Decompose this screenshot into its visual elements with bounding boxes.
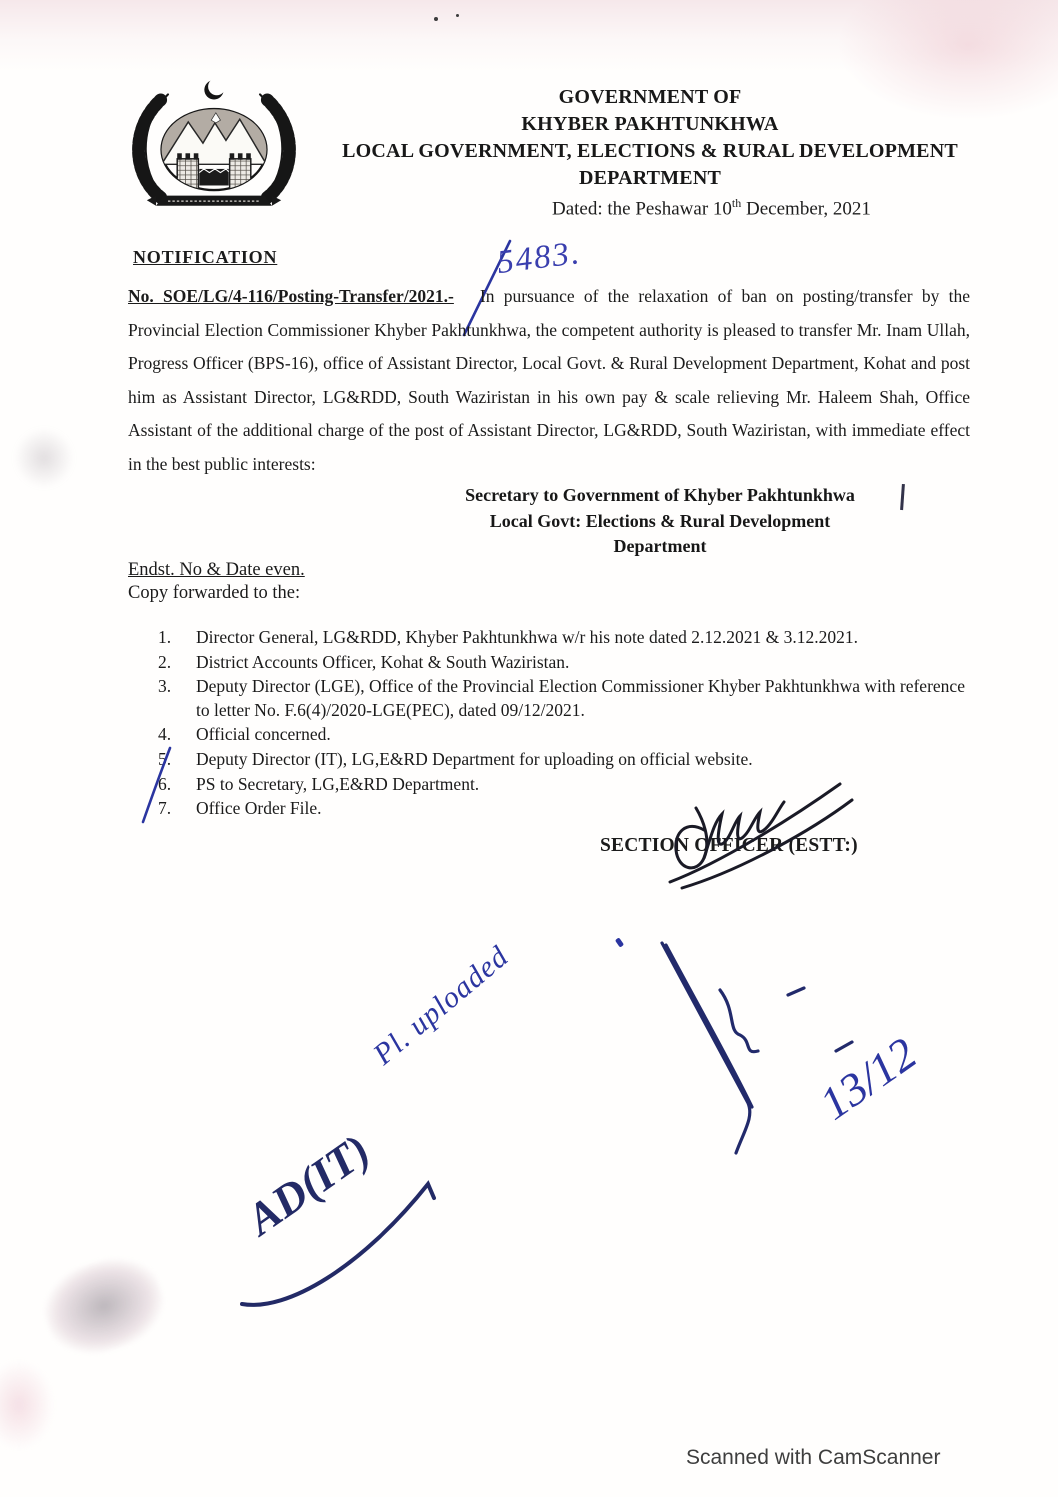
khyber-pakhtunkhwa-emblem-icon — [118, 76, 310, 214]
letterhead-line3: LOCAL GOVERNMENT, ELECTIONS & RURAL DEVELOPMENT — [342, 140, 958, 162]
copy-forwarded-line: Copy forwarded to the: — [128, 583, 301, 603]
item-text: Director General, LG&RDD, Khyber Pakhtunkhwa w/r his note dated 2.12.2021 & 3.12.2021. — [196, 627, 858, 647]
item-text: District Accounts Officer, Kohat & South Waziristan. — [196, 651, 570, 672]
date-text-suffix: December, 2021 — [741, 198, 871, 220]
date-ordinal: th — [731, 196, 742, 210]
handwritten-ad-it: AD(IT) — [237, 1124, 379, 1245]
item-text: Office Order File. — [196, 798, 322, 819]
list-item — [158, 748, 972, 772]
signatory-line2: Local Govt: Elections & Rural Development — [489, 510, 831, 531]
signatory-line3: Department — [613, 536, 707, 556]
item-number: 5. — [158, 748, 172, 769]
handwritten-uploaded-note: Pl. uploaded — [367, 939, 515, 1072]
item-text: Official concerned. — [196, 724, 331, 745]
signatory-line1: Secretary to Government of Khyber Pakhtunkhwa — [465, 485, 855, 505]
letterhead-line2: KHYBER PAKHTUNKHWA — [521, 113, 779, 135]
letterhead — [320, 84, 980, 192]
section-officer-title: SECTION OFFICER (ESTT:) — [600, 835, 858, 856]
list-item — [158, 723, 972, 747]
scan-artifact-bottom-edge — [0, 1360, 54, 1450]
ink-dot — [615, 937, 624, 947]
letterhead-line4: DEPARTMENT — [578, 167, 722, 189]
letterhead-line1: GOVERNMENT OF — [558, 86, 742, 108]
endorsement-number-line: Endst. No & Date even. — [128, 560, 305, 580]
list-item — [158, 675, 972, 722]
scan-artifact-left-smudge — [14, 428, 74, 488]
list-item — [158, 651, 972, 675]
ink-speck — [434, 17, 438, 21]
ink-speck — [456, 14, 459, 17]
approval-signature — [640, 915, 880, 1185]
pen-slash-mark-list — [136, 744, 176, 828]
item-number: 6. — [158, 773, 172, 794]
date-line — [552, 196, 871, 220]
reference-number: No. SOE/LG/4-116/Posting-Transfer/2021.- — [128, 286, 454, 306]
item-text: Deputy Director (IT), LG,E&RD Department for uploading on official website. — [196, 748, 753, 769]
ad-it-underline-swoosh — [232, 1162, 452, 1312]
section-officer-signature — [652, 770, 922, 895]
scan-artifact-bottom-left-blob — [34, 1246, 173, 1366]
item-number: 2. — [158, 651, 172, 672]
signatory-block — [370, 483, 950, 560]
date-text: Dated: the Peshawar 10 — [552, 198, 732, 220]
item-text: PS to Secretary, LG,E&RD Department. — [196, 773, 480, 794]
item-number: 1. — [158, 627, 172, 647]
item-text: Deputy Director (LGE), Office of the Provincial Election Commissioner Khyber Pakhtunkhwa with reference to letter No. F.6(4)/2020-LGE(PEC), dated 09/12/2021. — [196, 676, 965, 720]
handwritten-diary-number: 5483. — [495, 235, 584, 282]
handwritten-date-initials: 13/12 — [810, 1027, 926, 1130]
notification-heading: NOTIFICATION — [133, 247, 278, 267]
item-number: 7. — [158, 798, 172, 819]
notification-body — [128, 280, 970, 482]
item-number: 3. — [158, 676, 172, 697]
item-number: 4. — [158, 724, 172, 745]
camscanner-watermark: Scanned with CamScanner — [686, 1446, 941, 1469]
body-text: In pursuance of the relaxation of ban on posting/transfer by the Provincial Election Commissioner Khyber Pakhtunkhwa, the competent authority is pleased to transfer Mr. Inam Ullah, Progress Officer (BPS-16), office of Assistant Director, Local Govt. & Rural Development Department, Kohat and post him as Assistant Director, LG&RDD, South Waziristan in his own pay & scale relieving Mr. Haleem Shah, Office Assistant of the additional charge of the post of Assistant Director, LG&RDD, South Waziristan, with immediate effect in the best public interests: — [128, 286, 970, 474]
list-item — [158, 626, 972, 650]
